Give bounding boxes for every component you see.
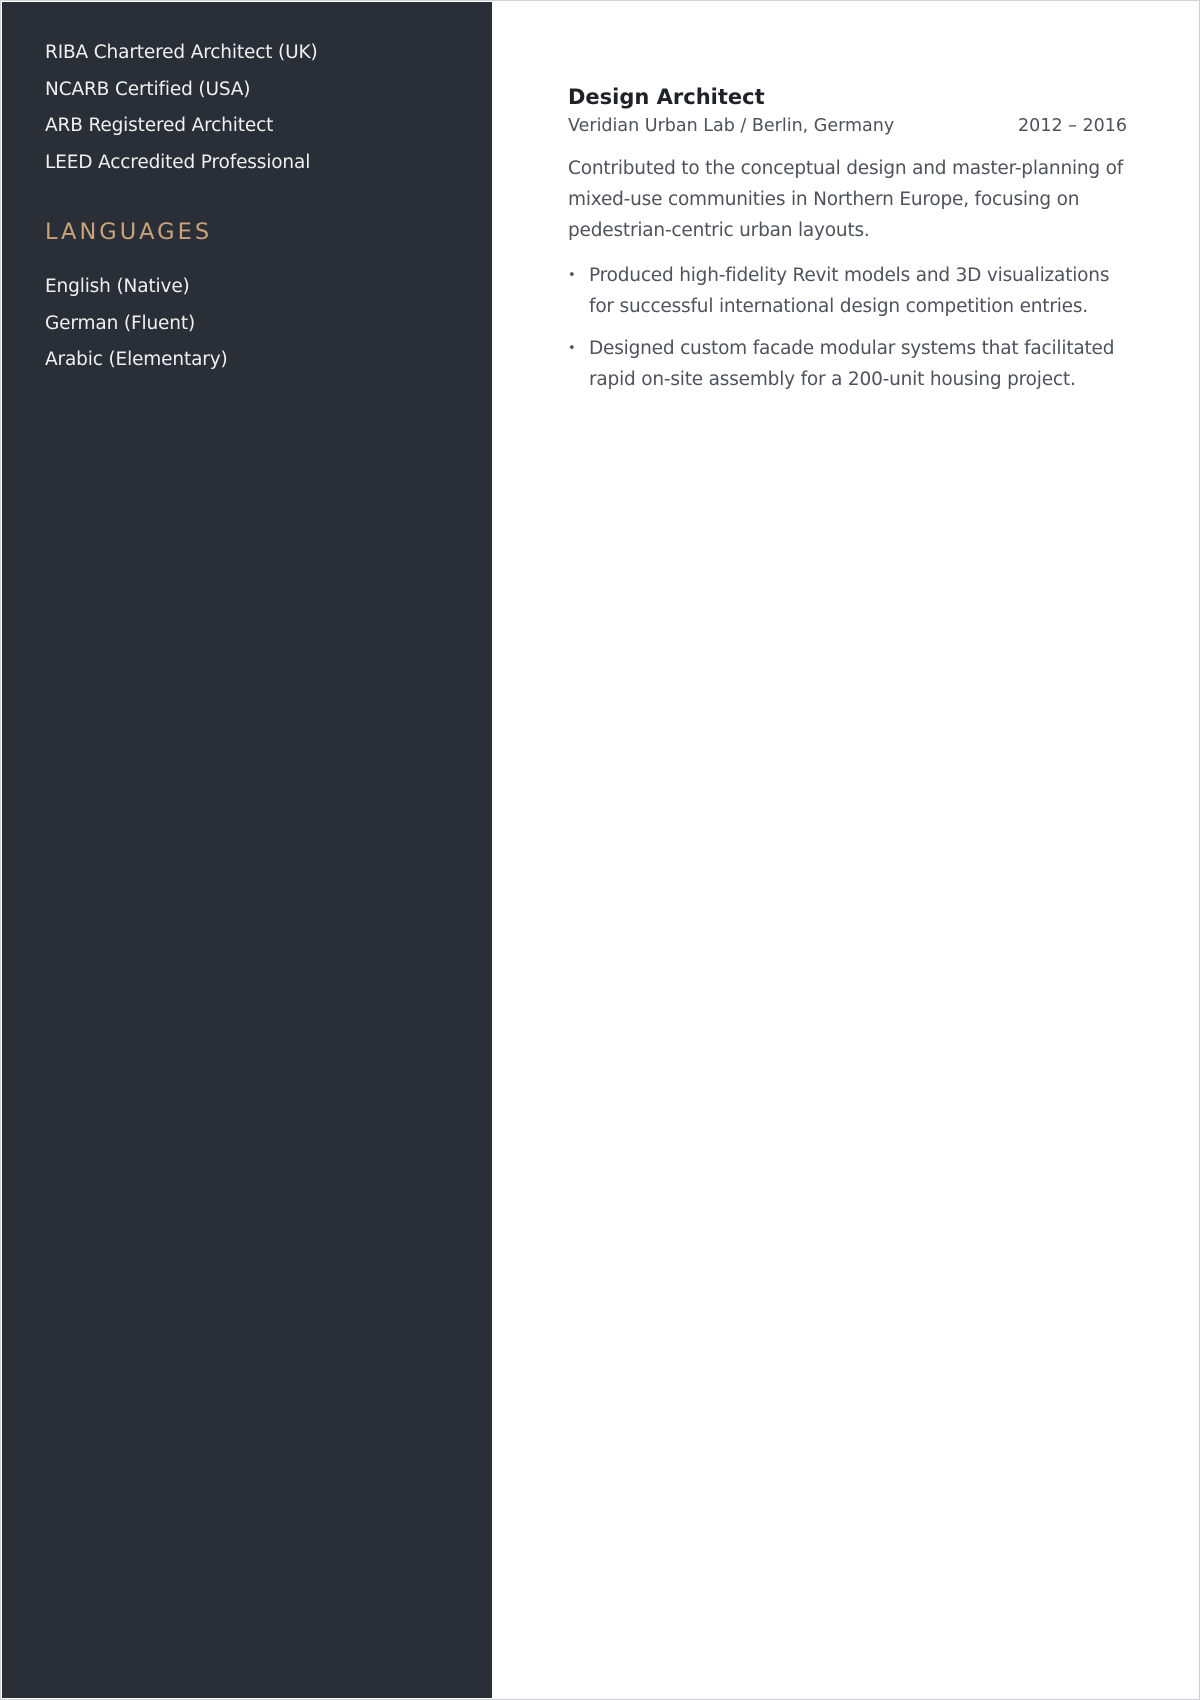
- bullet-icon: •: [568, 268, 576, 283]
- bullet-icon: •: [568, 341, 576, 356]
- language-item: English (Native): [45, 276, 190, 297]
- languages-list: [45, 274, 228, 384]
- achievement-text: Designed custom facade modular systems that facilitated rapid on-site assembly for a 200-unit housing project.: [589, 338, 1115, 390]
- language-item: German (Fluent): [45, 312, 196, 334]
- experience-entry: [568, 81, 1127, 395]
- languages-heading: LANGUAGES: [45, 219, 213, 245]
- job-title: Design Architect: [568, 85, 765, 109]
- certification-item: ARB Registered Architect: [45, 115, 274, 136]
- achievement-text: Produced high-fidelity Revit models and 3D visualizations for successful international design competition entries.: [589, 265, 1110, 317]
- achievement-list: [568, 260, 1127, 395]
- certification-item: NCARB Certified (USA): [45, 78, 251, 100]
- job-organization: Veridian Urban Lab / Berlin, Germany: [568, 116, 895, 136]
- certification-item: RIBA Chartered Architect (UK): [45, 42, 318, 63]
- main-content: [568, 81, 1127, 406]
- job-meta: [568, 113, 1127, 139]
- achievement-item: [568, 333, 1127, 395]
- language-item: Arabic (Elementary): [45, 349, 228, 370]
- job-description: Contributed to the conceptual design and master-planning of mixed-use communities in Northern Europe, focusing on pedestrian-centric urban layouts.: [568, 158, 1124, 241]
- job-dates: 2012 – 2016: [1018, 116, 1127, 136]
- certification-item: LEED Accredited Professional: [45, 151, 311, 173]
- sidebar: [2, 2, 492, 1698]
- certifications-list: [45, 40, 318, 186]
- achievement-item: [568, 260, 1127, 322]
